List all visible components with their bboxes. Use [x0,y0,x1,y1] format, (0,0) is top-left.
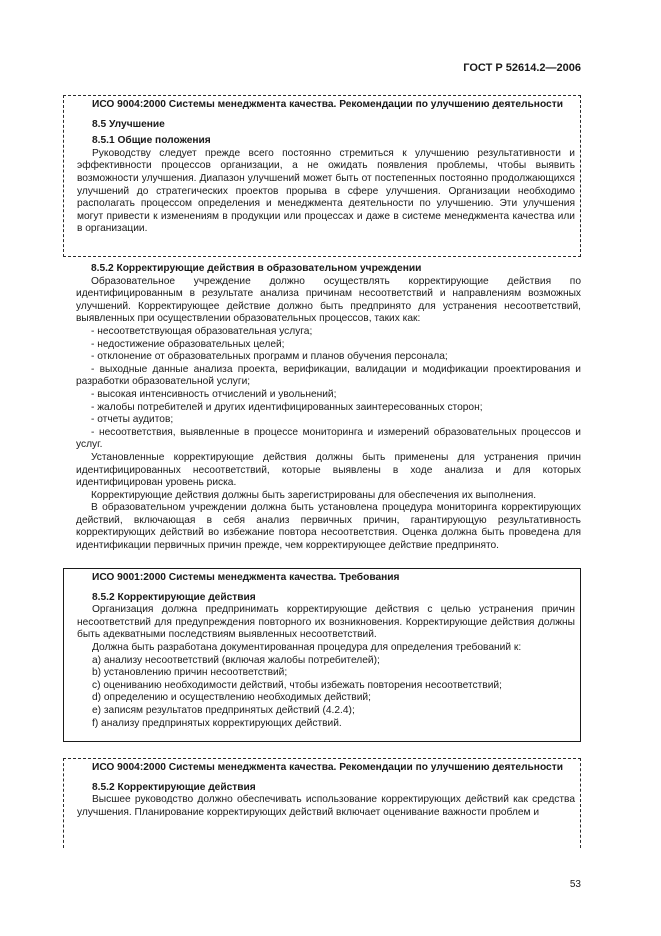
main-content [76,263,581,553]
list-item: b) установлению причин несоответствий; [92,667,288,679]
list-item: - несоответствия, выявленные в процессе мониторинга и измерений образовательных процессов и услуг. [76,426,581,451]
box-title: ИСО 9001:2000 Системы менеджмента качества. Требования [92,572,400,583]
list-item: - несоответствующая образовательная услуга; [91,325,313,337]
list-item: - выходные данные анализа проекта, верификации, валидации и модификации проектирования и разработки образовательной услуги; [76,363,581,388]
page-number: 53 [569,879,581,890]
list-item: d) определению и осуществлению необходимых действий; [92,692,371,704]
list-item: - высокая интенсивность отчислений и увольнений; [91,388,337,400]
iso-9004-box-corrective [63,758,581,848]
subsection-heading: 8.5.2 Корректирующие действия [92,591,256,603]
list-item: a) анализу несоответствий (включая жалобы потребителей); [92,654,380,666]
paragraph: Корректирующие действия должны быть зарегистрированы для обеспечения их выполнения. [91,489,537,501]
paragraph: Должна быть разработана документированная процедура для определения требований к: [92,641,522,653]
requirements-list [77,655,575,731]
list-item: - отклонение от образовательных программ и планов обучения персонала; [91,351,448,363]
subsection-heading: 8.5.2 Корректирующие действия в образовательном учреждении [91,263,422,274]
paragraph: Высшее руководство должно обеспечивать использование корректирующих действий как средства улучшения. Планирование корректирующих действий включает оценивание важности проблем и [77,794,575,818]
list-item: f) анализу предпринятых корректирующих действий. [92,717,342,729]
nonconformity-list [76,326,581,452]
iso-9001-box-requirements [63,568,581,742]
list-item: - недостижение образовательных целей; [91,338,285,350]
box-title: ИСО 9004:2000 Системы менеджмента качества. Рекомендации по улучшению деятельности [92,762,563,773]
list-item: - отчеты аудитов; [91,414,174,426]
list-item: - жалобы потребителей и других идентифицированных заинтересованных сторон; [91,401,483,413]
section-heading: 8.5 Улучшение [92,118,165,130]
subsection-heading: 8.5.1 Общие положения [92,135,211,147]
paragraph: Руководству следует прежде всего постоянно стремиться к улучшению результативности и эффективности процессов организации, а не ожидать появления проблемы, чтобы выявить возможности улучшения. Диапазон улучшений может быть от постепенных постоянно продолжающихся улучшений до стратегических проектов прорыва в сфере улучшения. Организации необходимо располагать процессом определения и менеджмента деятельности по улучшению. Эти улучшения могут привести к изменениям в продукции или процессах и даже в системе менеджмента качества или в организации. [77,147,575,235]
paragraph: Установленные корректирующие действия должны быть применены для устранения причин идентифицированных несоответствий, которые выявлены в ходе анализа и для которых идентифицирован уровень риска. [76,451,581,489]
paragraph: Образовательное учреждение должно осуществлять корректирующие действия по идентифицированным в результате анализа причинам несоответствий и направлениям возможных улучшений. Корректирующее действие должно быть предпринято для устранения несоответствий, выявленных при осуществлении образовательных процессов, таких как: [76,275,581,325]
paragraph: Организация должна предпринимать корректирующие действия с целью устранения причин несоответствий для предупреждения повторного их возникновения. Корректирующие действия должны быть адекватными последствиям выявленных несоответствий. [77,604,575,641]
list-item: e) записям результатов предпринятых действий (4.2.4); [92,704,355,716]
box-title: ИСО 9004:2000 Системы менеджмента качества. Рекомендации по улучшению деятельности [92,99,563,110]
iso-9004-box-improvement [63,95,581,257]
document-header: ГОСТ Р 52614.2—2006 [463,62,581,74]
paragraph: В образовательном учреждении должна быть установлена процедура мониторинга корректирующих действий, включающая в себя анализ первичных причин, гарантирующую результативность корректирующих действий во избежание повтора несоответствия. Оценка должна быть проведена для идентификации первичных причин прежде, чем корректирующее действие предпринято. [76,502,581,552]
list-item: c) оцениванию необходимости действий, чтобы избежать повторения несоответствий; [92,679,502,691]
subsection-heading: 8.5.2 Корректирующие действия [92,781,256,793]
